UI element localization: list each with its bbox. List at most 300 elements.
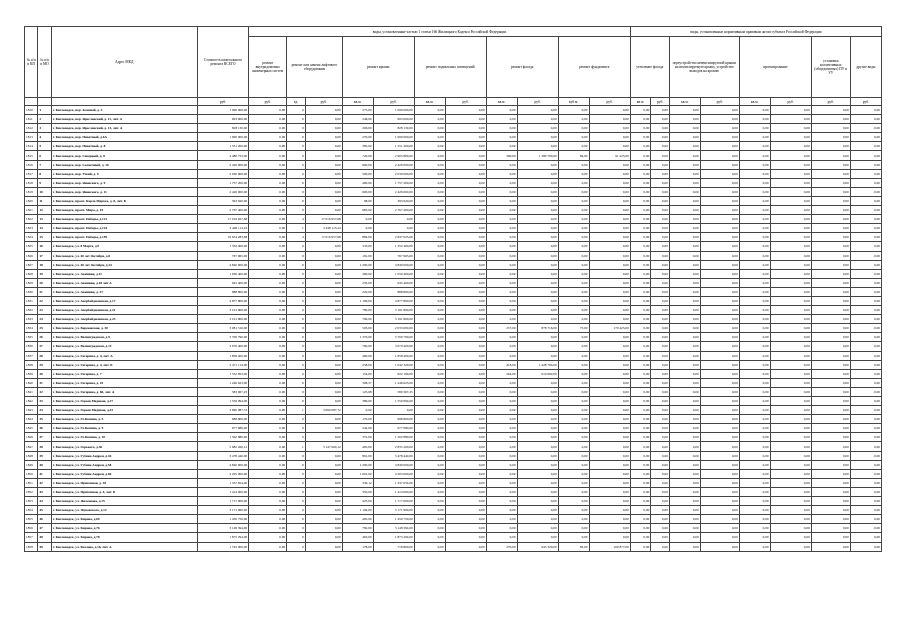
row-value-cell: 0,00 — [630, 469, 651, 478]
row-value-cell: 270,00 — [486, 542, 517, 551]
row-value-cell: 0,00 — [445, 169, 486, 178]
row-number-cell: 30 — [38, 369, 51, 378]
row-value-cell: 0,00 — [589, 497, 630, 506]
row-value-cell: 0,00 — [249, 133, 287, 142]
row-value-cell: 0,00 — [770, 342, 811, 351]
row-value-cell: 0,00 — [249, 151, 287, 160]
row-value-cell: 1 337 654,00 — [197, 478, 248, 487]
row-value-cell: 0,00 — [700, 424, 739, 433]
row-number-cell: 26 — [38, 333, 51, 342]
row-value-cell: 0,00 — [630, 460, 651, 469]
row-value-cell: 0,00 — [630, 506, 651, 515]
row-value-cell: 1 450 750,00 — [373, 515, 414, 524]
row-value-cell: 0,00 — [739, 433, 770, 442]
row-id-cell: 1857 — [25, 533, 38, 542]
row-value-cell: 154,00 — [342, 369, 373, 378]
row-value-cell: 0,00 — [630, 124, 651, 133]
row-value-cell: 0,00 — [811, 424, 850, 433]
row-value-cell: 0 — [287, 142, 306, 151]
units-row — [25, 98, 882, 106]
row-value-cell: 686 800,00 — [373, 415, 414, 424]
row-value-cell: 0,00 — [414, 533, 445, 542]
header-elevator: ремонт или замена лифтового оборудования — [287, 37, 343, 98]
row-value-cell: 0,00 — [414, 397, 445, 406]
row-value-cell: 0,00 — [558, 497, 589, 506]
row-value-cell: 170 425,00 — [589, 324, 630, 333]
row-value-cell: 1 414 000,00 — [373, 487, 414, 496]
row-value-cell: 0,00 — [700, 106, 739, 115]
row-value-cell: 0,00 — [700, 497, 739, 506]
row-value-cell: 0,00 — [739, 524, 770, 533]
table-row — [25, 233, 882, 242]
row-value-cell: 945 400,00 — [373, 278, 414, 287]
row-value-cell: 0,00 — [739, 478, 770, 487]
row-value-cell: 0,00 — [589, 469, 630, 478]
row-value-cell: 0 — [287, 478, 306, 487]
row-value-cell: 0,00 — [651, 260, 670, 269]
row-value-cell: 0,00 — [651, 233, 670, 242]
row-value-cell: 0,00 — [669, 369, 700, 378]
row-value-cell: 0,00 — [558, 278, 589, 287]
row-value-cell: 0,00 — [414, 378, 445, 387]
row-value-cell: 0,00 — [558, 415, 589, 424]
row-value-cell: 0,00 — [486, 378, 517, 387]
row-value-cell: 0,00 — [669, 478, 700, 487]
row-value-cell: 275,00 — [342, 106, 373, 115]
row-value-cell: 0 — [287, 306, 306, 315]
row-value-cell: 0,00 — [589, 206, 630, 215]
table-row — [25, 442, 882, 451]
row-value-cell: 0,00 — [558, 406, 589, 415]
row-value-cell: 0,00 — [445, 424, 486, 433]
row-value-cell: 0,00 — [700, 233, 739, 242]
row-value-cell: 0,00 — [811, 533, 850, 542]
row-number-cell: 39 — [38, 451, 51, 460]
row-value-cell: 0,00 — [630, 196, 651, 205]
row-value-cell: 0,00 — [486, 506, 517, 515]
row-value-cell: 0,00 — [305, 506, 342, 515]
table-row — [25, 406, 882, 415]
row-value-cell: 0,00 — [669, 106, 700, 115]
table-row — [25, 287, 882, 296]
row-value-cell: 3 148 394,00 — [373, 524, 414, 533]
row-value-cell: 0,00 — [811, 169, 850, 178]
table-row — [25, 269, 882, 278]
row-value-cell: 1 050 400,00 — [373, 269, 414, 278]
row-value-cell: 0,00 — [739, 387, 770, 396]
table-row — [25, 542, 882, 551]
row-value-cell: 0,00 — [414, 269, 445, 278]
row-value-cell: 333,00 — [342, 242, 373, 251]
row-value-cell: 0,00 — [414, 233, 445, 242]
row-value-cell: 0,00 — [700, 142, 739, 151]
row-value-cell: 0,00 — [305, 369, 342, 378]
row-value-cell: 0,00 — [558, 351, 589, 360]
row-value-cell: 0,00 — [589, 187, 630, 196]
row-id-cell: 1856 — [25, 524, 38, 533]
table-row — [25, 196, 882, 205]
row-value-cell: 0,00 — [249, 497, 287, 506]
row-value-cell: 1 502 880,00 — [373, 433, 414, 442]
row-value-cell: 330,12 — [342, 478, 373, 487]
row-value-cell: 0,00 — [630, 378, 651, 387]
row-number-cell: 20 — [38, 278, 51, 287]
row-value-cell: 0,00 — [739, 315, 770, 324]
row-value-cell: 0,00 — [589, 351, 630, 360]
row-number-cell: 47 — [38, 524, 51, 533]
table-row — [25, 515, 882, 524]
row-value-cell: 0,00 — [517, 433, 558, 442]
row-value-cell: 0,00 — [589, 242, 630, 251]
row-value-cell: 0,00 — [850, 278, 881, 287]
row-value-cell: 0,00 — [651, 133, 670, 142]
row-value-cell: 0,00 — [249, 124, 287, 133]
row-number-cell: 40 — [38, 460, 51, 469]
row-address-cell: г. Кисловодск, пер. Ярославский, д. 13, лит. А — [51, 124, 197, 133]
row-value-cell: 0,00 — [669, 296, 700, 305]
row-value-cell: 0,00 — [651, 369, 670, 378]
row-value-cell: 600,00 — [342, 187, 373, 196]
row-value-cell: 0,00 — [558, 424, 589, 433]
row-value-cell: 0,00 — [630, 296, 651, 305]
row-value-cell: 0 — [287, 515, 306, 524]
row-value-cell: 0 — [287, 260, 306, 269]
row-value-cell: 0,00 — [651, 242, 670, 251]
row-value-cell: 0,00 — [651, 324, 670, 333]
row-value-cell: 1 532 852,00 — [197, 369, 248, 378]
row-value-cell: 4 205 000,00 — [197, 469, 248, 478]
row-value-cell: 0,00 — [249, 542, 287, 551]
row-value-cell: 828 130,00 — [197, 124, 248, 133]
row-address-cell: г. Кисловодск, ул. Губина Андрея, д.58 — [51, 460, 197, 469]
row-value-cell: 0,00 — [669, 406, 700, 415]
row-value-cell: 0,00 — [305, 460, 342, 469]
table-row — [25, 415, 882, 424]
row-value-cell: 0,00 — [669, 169, 700, 178]
table-row — [25, 342, 882, 351]
row-value-cell: 0,00 — [700, 133, 739, 142]
row-value-cell: 0,00 — [630, 342, 651, 351]
row-value-cell: 0,00 — [850, 106, 881, 115]
row-number-cell: 18 — [38, 260, 51, 269]
row-value-cell: 0,00 — [305, 378, 342, 387]
row-value-cell: 0,00 — [850, 433, 881, 442]
row-value-cell: 83,00 — [558, 542, 589, 551]
row-value-cell: 386,00 — [342, 397, 373, 406]
row-value-cell: 0,00 — [249, 324, 287, 333]
row-value-cell: 0,00 — [445, 142, 486, 151]
row-value-cell: 400,00 — [342, 178, 373, 187]
row-value-cell: 0,00 — [651, 306, 670, 315]
row-value-cell: 0,00 — [850, 497, 881, 506]
row-value-cell: 0,00 — [414, 524, 445, 533]
row-value-cell: 0,00 — [739, 415, 770, 424]
row-value-cell: 0,00 — [770, 124, 811, 133]
row-value-cell: 0,00 — [589, 142, 630, 151]
row-value-cell: 0,00 — [669, 151, 700, 160]
header-roof: ремонт крыши — [342, 37, 414, 98]
row-value-cell: 0,00 — [739, 324, 770, 333]
row-value-cell: 0,00 — [651, 269, 670, 278]
row-value-cell: 0,00 — [669, 306, 700, 315]
row-value-cell: 0,00 — [558, 196, 589, 205]
row-value-cell: 0,00 — [811, 260, 850, 269]
row-value-cell: 0,00 — [249, 515, 287, 524]
row-value-cell: 0,00 — [305, 351, 342, 360]
row-value-cell: 0,00 — [630, 360, 651, 369]
row-value-cell: 0,00 — [811, 369, 850, 378]
row-value-cell: 0,00 — [850, 142, 881, 151]
row-value-cell: 0,00 — [589, 360, 630, 369]
row-value-cell: 0,00 — [669, 233, 700, 242]
row-value-cell: 0 — [287, 178, 306, 187]
row-value-cell: 0,00 — [739, 351, 770, 360]
row-address-cell: г. Кисловодск, ул. Пригонная, д. 4, лит. Б — [51, 487, 197, 496]
row-value-cell: 0,00 — [669, 187, 700, 196]
row-address-cell: г. Кисловодск, ул. 40 лет Октября, д.8 — [51, 251, 197, 260]
row-value-cell: 0,00 — [770, 260, 811, 269]
row-number-cell: 28 — [38, 351, 51, 360]
row-value-cell: 0,00 — [589, 487, 630, 496]
row-value-cell: 0,00 — [770, 296, 811, 305]
row-value-cell: 0,00 — [445, 442, 486, 451]
row-value-cell: 0,00 — [669, 360, 700, 369]
row-value-cell: 0,00 — [811, 196, 850, 205]
row-value-cell: 0,00 — [630, 160, 651, 169]
row-value-cell: 790,00 — [342, 315, 373, 324]
row-value-cell: 0,00 — [486, 278, 517, 287]
row-value-cell: 0,00 — [414, 497, 445, 506]
row-value-cell: 0,00 — [305, 424, 342, 433]
row-value-cell: 0,00 — [739, 487, 770, 496]
row-value-cell: 0,00 — [486, 133, 517, 142]
unit-cell: руб. — [197, 98, 248, 106]
header-design: проектирование — [739, 37, 811, 98]
row-value-cell: 0,00 — [811, 251, 850, 260]
row-value-cell: 0,00 — [770, 196, 811, 205]
row-value-cell: 1 246 623,00 — [197, 378, 248, 387]
row-value-cell: 0,00 — [811, 151, 850, 160]
row-value-cell: 3 171 960,00 — [197, 506, 248, 515]
unit-cell: руб. — [811, 98, 850, 106]
row-value-cell: 0,00 — [700, 206, 739, 215]
row-value-cell: 0,00 — [517, 497, 558, 506]
row-value-cell: 235,00 — [342, 278, 373, 287]
row-value-cell: 0,00 — [517, 506, 558, 515]
row-value-cell: 0,00 — [700, 406, 739, 415]
row-id-cell: 1826 — [25, 251, 38, 260]
row-value-cell: 0,00 — [700, 151, 739, 160]
row-value-cell: 0,00 — [445, 242, 486, 251]
row-value-cell: 0,00 — [558, 333, 589, 342]
row-value-cell: 884,00 — [342, 233, 373, 242]
row-value-cell: 580 367,25 — [373, 387, 414, 396]
row-value-cell: 0,00 — [558, 360, 589, 369]
row-number-cell: 8 — [38, 169, 51, 178]
row-value-cell: 0,00 — [630, 306, 651, 315]
row-value-cell: 0,00 — [770, 178, 811, 187]
row-value-cell: 0,00 — [445, 269, 486, 278]
row-value-cell: 0,00 — [517, 351, 558, 360]
row-value-cell: 0,00 — [811, 160, 850, 169]
row-address-cell: г. Кисловодск, просп. Карла Маркса, д. 8, лит. Б — [51, 196, 197, 205]
row-value-cell: 0,00 — [589, 296, 630, 305]
row-value-cell: 0,00 — [589, 415, 630, 424]
row-value-cell: 1 858 400,00 — [373, 351, 414, 360]
row-value-cell: 0,00 — [630, 387, 651, 396]
row-value-cell: 0,00 — [850, 178, 881, 187]
row-value-cell: 308,57 — [342, 378, 373, 387]
row-value-cell: 0,00 — [850, 260, 881, 269]
row-value-cell: 0,00 — [517, 187, 558, 196]
row-value-cell: 0,00 — [445, 133, 486, 142]
row-value-cell: 3 070 400,00 — [197, 342, 248, 351]
row-value-cell: 19 654 283,68 — [197, 233, 248, 242]
row-value-cell: 0,00 — [589, 524, 630, 533]
row-value-cell: 0,00 — [630, 151, 651, 160]
row-value-cell: 0,00 — [305, 433, 342, 442]
row-value-cell: 718 800,00 — [373, 542, 414, 551]
row-value-cell: 0 — [287, 506, 306, 515]
row-value-cell: 0,00 — [414, 506, 445, 515]
row-value-cell: 0,00 — [517, 206, 558, 215]
row-value-cell: 0,00 — [630, 333, 651, 342]
row-value-cell: 0,00 — [739, 206, 770, 215]
row-value-cell: 0,00 — [651, 451, 670, 460]
row-value-cell: 0,00 — [589, 387, 630, 396]
row-value-cell: 0,00 — [305, 415, 342, 424]
row-value-cell: 0,00 — [651, 497, 670, 506]
row-value-cell: 0,00 — [486, 387, 517, 396]
row-value-cell: 0,00 — [739, 287, 770, 296]
header-facade: ремонт фасада — [486, 37, 558, 98]
row-value-cell: 0,00 — [770, 306, 811, 315]
row-number-cell: 29 — [38, 360, 51, 369]
row-value-cell: 0,00 — [651, 460, 670, 469]
row-value-cell: 0,00 — [249, 387, 287, 396]
row-value-cell: 767 965,00 — [197, 251, 248, 260]
row-number-cell: 21 — [38, 287, 51, 296]
table-row — [25, 260, 882, 269]
row-value-cell: 0,00 — [445, 115, 486, 124]
row-value-cell: 1 042 320,00 — [373, 360, 414, 369]
table-row — [25, 169, 882, 178]
row-value-cell: 0,00 — [770, 160, 811, 169]
row-value-cell: 0,00 — [445, 387, 486, 396]
row-value-cell: 0,00 — [414, 333, 445, 342]
row-value-cell: 0,00 — [811, 478, 850, 487]
row-value-cell: 0,00 — [811, 351, 850, 360]
row-value-cell: 0,00 — [517, 251, 558, 260]
table-row — [25, 424, 882, 433]
row-value-cell: 0,00 — [305, 142, 342, 151]
row-value-cell: 0,00 — [558, 115, 589, 124]
row-value-cell: 125,68 — [342, 387, 373, 396]
row-value-cell: 17 016 657,68 — [305, 215, 342, 224]
row-value-cell: 0,00 — [630, 451, 651, 460]
row-value-cell: 0,00 — [486, 442, 517, 451]
row-value-cell: 0,00 — [517, 296, 558, 305]
row-value-cell: 0,00 — [739, 533, 770, 542]
row-value-cell: 0,00 — [700, 296, 739, 305]
row-value-cell: 0,00 — [305, 306, 342, 315]
row-value-cell: 3 478 440,00 — [197, 451, 248, 460]
row-value-cell: 4 205 000,00 — [373, 469, 414, 478]
unit-cell: кв.м. — [414, 98, 445, 106]
row-value-cell: 0,00 — [517, 287, 558, 296]
row-value-cell: 0,00 — [589, 397, 630, 406]
row-value-cell: 0,00 — [486, 533, 517, 542]
row-value-cell: 0,00 — [770, 369, 811, 378]
row-value-cell: 0,00 — [700, 215, 739, 224]
row-value-cell: 1 370,00 — [342, 333, 373, 342]
table-row — [25, 306, 882, 315]
table-row — [25, 360, 882, 369]
row-value-cell: 0,00 — [630, 142, 651, 151]
row-value-cell: 0 — [287, 151, 306, 160]
unit-cell: руб. — [373, 98, 414, 106]
row-value-cell: 460,00 — [342, 351, 373, 360]
row-value-cell: 1 763 000,00 — [197, 542, 248, 551]
row-value-cell: 0,00 — [589, 433, 630, 442]
row-value-cell: 0,00 — [414, 151, 445, 160]
row-value-cell: 0,00 — [517, 515, 558, 524]
row-value-cell: 0,00 — [700, 324, 739, 333]
row-value-cell: 0,00 — [249, 397, 287, 406]
row-value-cell: 0,00 — [770, 224, 811, 233]
row-value-cell: 0,00 — [589, 333, 630, 342]
row-value-cell: 1 246 623,00 — [373, 378, 414, 387]
row-value-cell: 0,00 — [517, 115, 558, 124]
row-value-cell: 0,00 — [651, 178, 670, 187]
row-value-cell: 0,00 — [651, 160, 670, 169]
row-value-cell: 0,00 — [249, 296, 287, 305]
row-value-cell: 0,00 — [517, 224, 558, 233]
unit-cell: кв.м. — [342, 98, 373, 106]
row-value-cell: 5 982 260,12 — [197, 442, 248, 451]
row-value-cell: 0,00 — [739, 160, 770, 169]
row-id-cell: 1813 — [25, 133, 38, 142]
row-value-cell: 0,00 — [739, 497, 770, 506]
row-value-cell: 4 877 800,00 — [197, 296, 248, 305]
row-address-cell: г. Кисловодск, ул. Губина Андрея, д.44 — [51, 451, 197, 460]
row-number-cell: 22 — [38, 296, 51, 305]
row-value-cell: 828 130,00 — [373, 124, 414, 133]
row-value-cell: 1 194,00 — [342, 506, 373, 515]
row-value-cell: 500,00 — [342, 169, 373, 178]
row-value-cell: 0,00 — [700, 524, 739, 533]
row-value-cell: 0,00 — [305, 206, 342, 215]
row-value-cell: 0,00 — [700, 397, 739, 406]
row-value-cell: 0,00 — [850, 424, 881, 433]
row-value-cell: 0,00 — [558, 342, 589, 351]
row-value-cell: 0,00 — [414, 242, 445, 251]
row-value-cell: 0,00 — [850, 397, 881, 406]
row-value-cell: 0,00 — [558, 315, 589, 324]
row-value-cell: 0,00 — [517, 178, 558, 187]
row-value-cell: 0,00 — [517, 397, 558, 406]
row-value-cell: 0,00 — [305, 151, 342, 160]
row-value-cell: 0,00 — [305, 169, 342, 178]
row-value-cell: 2 030 000,00 — [197, 169, 248, 178]
row-value-cell: 0,00 — [669, 415, 700, 424]
row-value-cell: 683,00 — [342, 206, 373, 215]
row-value-cell: 0,00 — [770, 478, 811, 487]
row-value-cell: 0,00 — [700, 415, 739, 424]
row-value-cell: 0,00 — [850, 233, 881, 242]
row-value-cell: 0,00 — [445, 515, 486, 524]
row-value-cell: 17 016 657,68 — [305, 233, 342, 242]
